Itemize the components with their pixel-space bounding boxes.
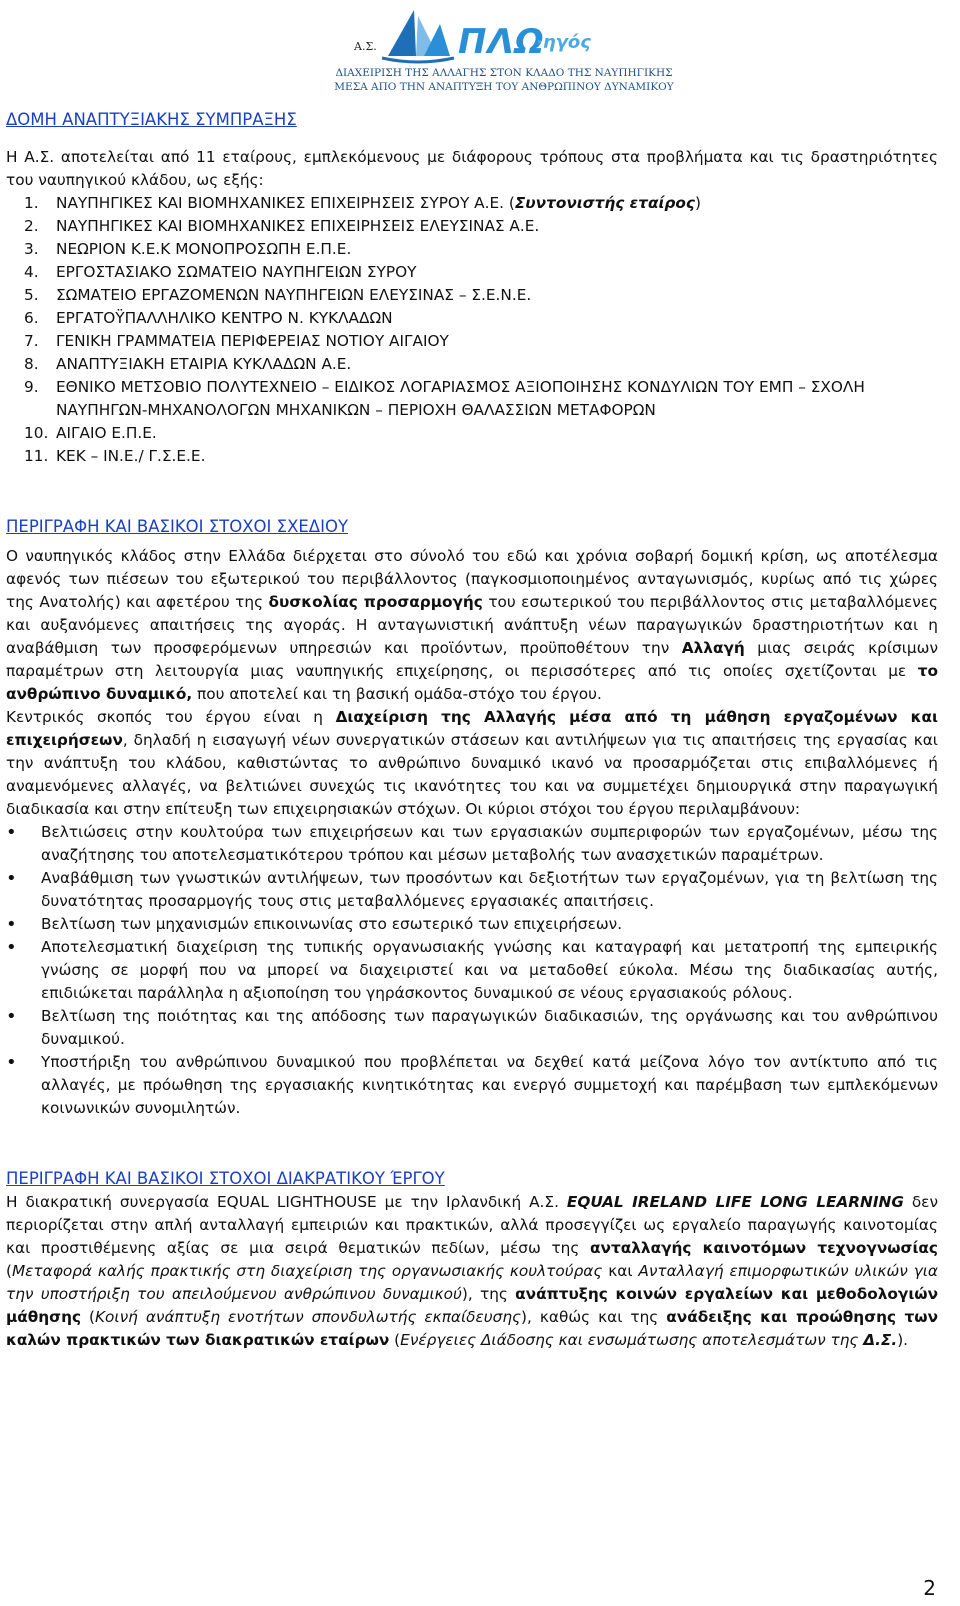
list-item: 2. ΝΑΥΠΗΓΙΚΕΣ ΚΑΙ ΒΙΟΜΗΧΑΝΙΚΕΣ ΕΠΙΧΕΙΡΗΣΕΙΣ ΕΛΕΥΣΙΝΑΣ Α.Ε. — [24, 217, 540, 235]
logo-wordmark-suffix: ·ηγός — [536, 32, 591, 53]
list-item: • Αναβάθμιση των γνωστικών αντιλήψεων, των προσόντων και δεξιοτήτων των εργαζομένων, για τη βελτίωση της δυνατότητας προσαρμογής τους στις μεταβαλλόμενες εργασιακές απαιτήσεις. — [6, 867, 938, 913]
section-heading-transnational: ΠΕΡΙΓΡΑΦΗ ΚΑΙ ΒΑΣΙΚΟΙ ΣΤΟΧΟΙ ΔΙΑΚΡΑΤΙΚΟΥ ΈΡΓΟΥ — [6, 1169, 445, 1188]
bullet-icon: • — [6, 1052, 17, 1073]
list-item: • Βελτίωση της ποιότητας και της απόδοσης των παραγωγικών διαδικασιών, της οργάνωσης και του ανθρώπινου δυναμικού. — [6, 1005, 938, 1051]
list-item: 4. ΕΡΓΟΣΤΑΣΙΑΚΟ ΣΩΜΑΤΕΙΟ ΝΑΥΠΗΓΕΙΩΝ ΣΥΡΟΥ — [24, 263, 417, 281]
bullet-icon: • — [6, 914, 17, 935]
project-aim-paragraph: Κεντρικός σκοπός του έργου είναι η Διαχείριση της Αλλαγής μέσα από τη μάθηση εργαζομένων και επιχειρήσεων, δηλαδή η εισαγωγή νέων συνεργατικών στάσεων και αντιλήψεων για τις απαιτήσεις της εργασίας και την ανάπτυξη του κλάδου, καθιστώντας το ανθρώπινο δυναμικό ικανό να προσαρμόζεται στις επιβαλλόμενες ή αναμενόμενες αλλαγές, να βελτιώνει συνεχώς τις ικανότητες του και να συμμετέχει δημιουργικά στην παραγωγική διαδικασία και στην επίτευξη των επιχειρησιακών στόχων. Οι κύριοι στόχοι του έργου περιλαμβάνουν: — [6, 708, 939, 818]
logo-as-label: Α.Σ. — [354, 40, 377, 53]
list-item: 10. ΑΙΓΑΙΟ Ε.Π.Ε. — [24, 424, 157, 442]
section-heading-partnership: ΔΟΜΗ ΑΝΑΠΤΥΞΙΑΚΗΣ ΣΥΜΠΡΑΞΗΣ — [6, 110, 297, 129]
list-item: 6. ΕΡΓΑΤΟΫΠΑΛΛΗΛΙΚΟ ΚΕΝΤΡΟ Ν. ΚΥΚΛΑΔΩΝ — [24, 309, 393, 327]
list-item: 8. ΑΝΑΠΤΥΞΙΑΚΗ ΕΤΑΙΡΙΑ ΚΥΚΛΑΔΩΝ Α.Ε. — [24, 355, 352, 373]
section-heading-project-goals: ΠΕΡΙΓΡΑΦΗ ΚΑΙ ΒΑΣΙΚΟΙ ΣΤΟΧΟΙ ΣΧΕΔΙΟΥ — [6, 517, 349, 536]
sailboat-icon — [380, 6, 456, 64]
list-item: • Υποστήριξη του ανθρώπινου δυναμικού που προβλέπεται να δεχθεί κατά μείζονα λόγο τον αντίκτυπο από τις αλλαγές, με πρόωθηση της εργασιακής κινητικότητας και ενεργό συμμετοχή και παρέμβαση των εμπλεκόμενων κοινωνικών συνομιλητών. — [6, 1051, 938, 1120]
header-logo — [334, 6, 674, 96]
list-item: 9. ΕΘΝΙΚΟ ΜΕΤΣΟΒΙΟ ΠΟΛΥΤΕΧΝΕΙΟ – ΕΙΔΙΚΟΣ ΛΟΓΑΡΙΑΣΜΟΣ ΑΞΙΟΠΟΙΗΣΗΣ ΚΟΝΔΥΛΙΩΝ ΤΟΥ ΕΜΠ – ΣΧΟΛΗ ΝΑΥΠΗΓΩΝ-ΜΗΧΑΝΟΛΟΓΩΝ ΜΗΧΑΝΙΚΩΝ – ΠΕΡΙΟΧΗ ΘΑΛΑΣΣΙΩΝ ΜΕΤΑΦΟΡΩΝ — [24, 378, 865, 419]
logo-tagline-1: ΔΙΑΧΕΙΡΙΣΗ ΤΗΣ ΑΛΛΑΓΗΣ ΣΤΟΝ ΚΛΑΔΟ ΤΗΣ ΝΑΥΠΗΓΙΚΗΣ — [335, 67, 673, 79]
list-item: 5. ΣΩΜΑΤΕΙΟ ΕΡΓΑΖΟΜΕΝΩΝ ΝΑΥΠΗΓΕΙΩΝ ΕΛΕΥΣΙΝΑΣ – Σ.Ε.Ν.Ε. — [24, 286, 532, 304]
list-item: 11. ΚΕΚ – ΙΝ.Ε./ Γ.Σ.Ε.Ε. — [24, 447, 206, 465]
logo-wordmark: ΠΛΩ — [458, 22, 545, 62]
bullet-icon: • — [6, 822, 17, 843]
list-item: • Αποτελεσματική διαχείριση της τυπικής οργανωσιακής γνώσης και καταγραφή και μετατροπή της εμπειρικής γνώσης σε μορφή που να μπορεί να διαχειριστεί και να μεταδοθεί εύκολα. Μέσω της διαδικασίας αυτής, επιδιώκεται παράλληλα η αξιοποίηση του γηράσκοντος δυναμικού σε νέους εργασιακούς ρόλους. — [6, 936, 938, 1005]
page-number: 2 — [923, 1576, 936, 1600]
bullet-icon: • — [6, 937, 17, 958]
list-item: • Βελτίωση των μηχανισμών επικοινωνίας στο εσωτερικό των επιχειρήσεων. — [6, 914, 623, 935]
partnership-intro: Η Α.Σ. αποτελείται από 11 εταίρους, εμπλεκόμενους με διάφορους τρόπους στα προβλήματα και τις δραστηριότητες του ναυπηγικού κλάδου, ως εξής: — [6, 148, 938, 189]
document-body — [6, 108, 938, 1352]
bullet-icon: • — [6, 1006, 17, 1027]
goals-bullet-list — [6, 821, 938, 1120]
logo-tagline-2: ΜΕΣΑ ΑΠΟ ΤΗΝ ΑΝΑΠΤΥΞΗ ΤΟΥ ΑΝΘΡΩΠΙΝΟΥ ΔΥΝΑΜΙΚΟΥ — [334, 81, 674, 93]
list-item: 3. ΝΕΩΡΙΟΝ Κ.Ε.Κ ΜΟΝΟΠΡΟΣΩΠΗ Ε.Π.Ε. — [24, 240, 352, 258]
bullet-icon: • — [6, 868, 17, 889]
project-description-paragraph: Ο ναυπηγικός κλάδος στην Ελλάδα διέρχεται στο σύνολό του εδώ και χρόνια σοβαρή δομική κρίση, ως αποτέλεσμα αφενός των πιέσεων του εξωτερικού του περιβάλλοντος (παγκοσμιοποιημένος ανταγωνισμός, κυρίως από τις χώρες της Ανατολής) και αφετέρου της δυσκολίας προσαρμογής του εσωτερικού του περιβάλλοντος στις μεταβαλλόμενες και αυξανόμενες απαιτήσεις της αγοράς. Η ανταγωνιστική ανάπτυξη νέων παραγωγικών δραστηριοτήτων και η αναβάθμιση των προσφερόμενων υπηρεσιών και προϊόντων, προϋποθέτουν την Αλλαγή μιας σειράς κρίσιμων παραμέτρων στη λειτουργία μιας ναυπηγικής επιχείρησης, οι περισσότερες από τις οποίες σχετίζονται με το ανθρώπινο δυναμικό, που αποτελεί και τη βασική ομάδα-στόχο του έργου. — [6, 547, 939, 703]
transnational-paragraph: Η διακρατική συνεργασία EQUAL LIGHTHOUSE με την Ιρλανδική Α.Σ. EQUAL IRELAND LIFE LONG LEARNING δεν περιορίζεται στην απλή ανταλλαγή εμπειριών και πρακτικών, αλλά προσεγγίζει ως εργαλείο παραγωγής καινοτομίας και προστιθέμενης αξίας σε μια σειρά θεματικών πεδίων, μέσω της ανταλλαγής καινοτόμων τεχνογνωσίας (Μεταφορά καλής πρακτικής στη διαχείριση της οργανωσιακής κουλτούρας και Ανταλλαγή επιμορφωτικών υλικών για την υποστήριξη του απειλούμενου ανθρώπινου δυναμικού), της ανάπτυξης κοινών εργαλείων και μεθοδολογιών μάθησης (Κοινή ανάπτυξη ενοτήτων σπονδυλωτής εκπαίδευσης), καθώς και της ανάδειξης και προώθησης των καλών πρακτικών των διακρατικών εταίρων (Ενέργειες Διάδοσης και ενσωμάτωσης αποτελεσμάτων της Δ.Σ.). — [6, 1193, 939, 1349]
partner-list — [6, 192, 938, 468]
list-item: 1. ΝΑΥΠΗΓΙΚΕΣ ΚΑΙ ΒΙΟΜΗΧΑΝΙΚΕΣ ΕΠΙΧΕΙΡΗΣΕΙΣ ΣΥΡΟΥ Α.Ε. (Συντονιστής εταίρος) — [24, 194, 701, 212]
list-item: • Βελτιώσεις στην κουλτούρα των επιχειρήσεων και των εργασιακών συμπεριφορών των εργαζομένων, μέσω της αναζήτησης του αποτελεσματικότερου τρόπου και μέσων μεταβολής των ανασχετικών παραμέτρων. — [6, 821, 938, 867]
list-item: 7. ΓΕΝΙΚΗ ΓΡΑΜΜΑΤΕΙΑ ΠΕΡΙΦΕΡΕΙΑΣ ΝΟΤΙΟΥ ΑΙΓΑΙΟΥ — [24, 332, 449, 350]
